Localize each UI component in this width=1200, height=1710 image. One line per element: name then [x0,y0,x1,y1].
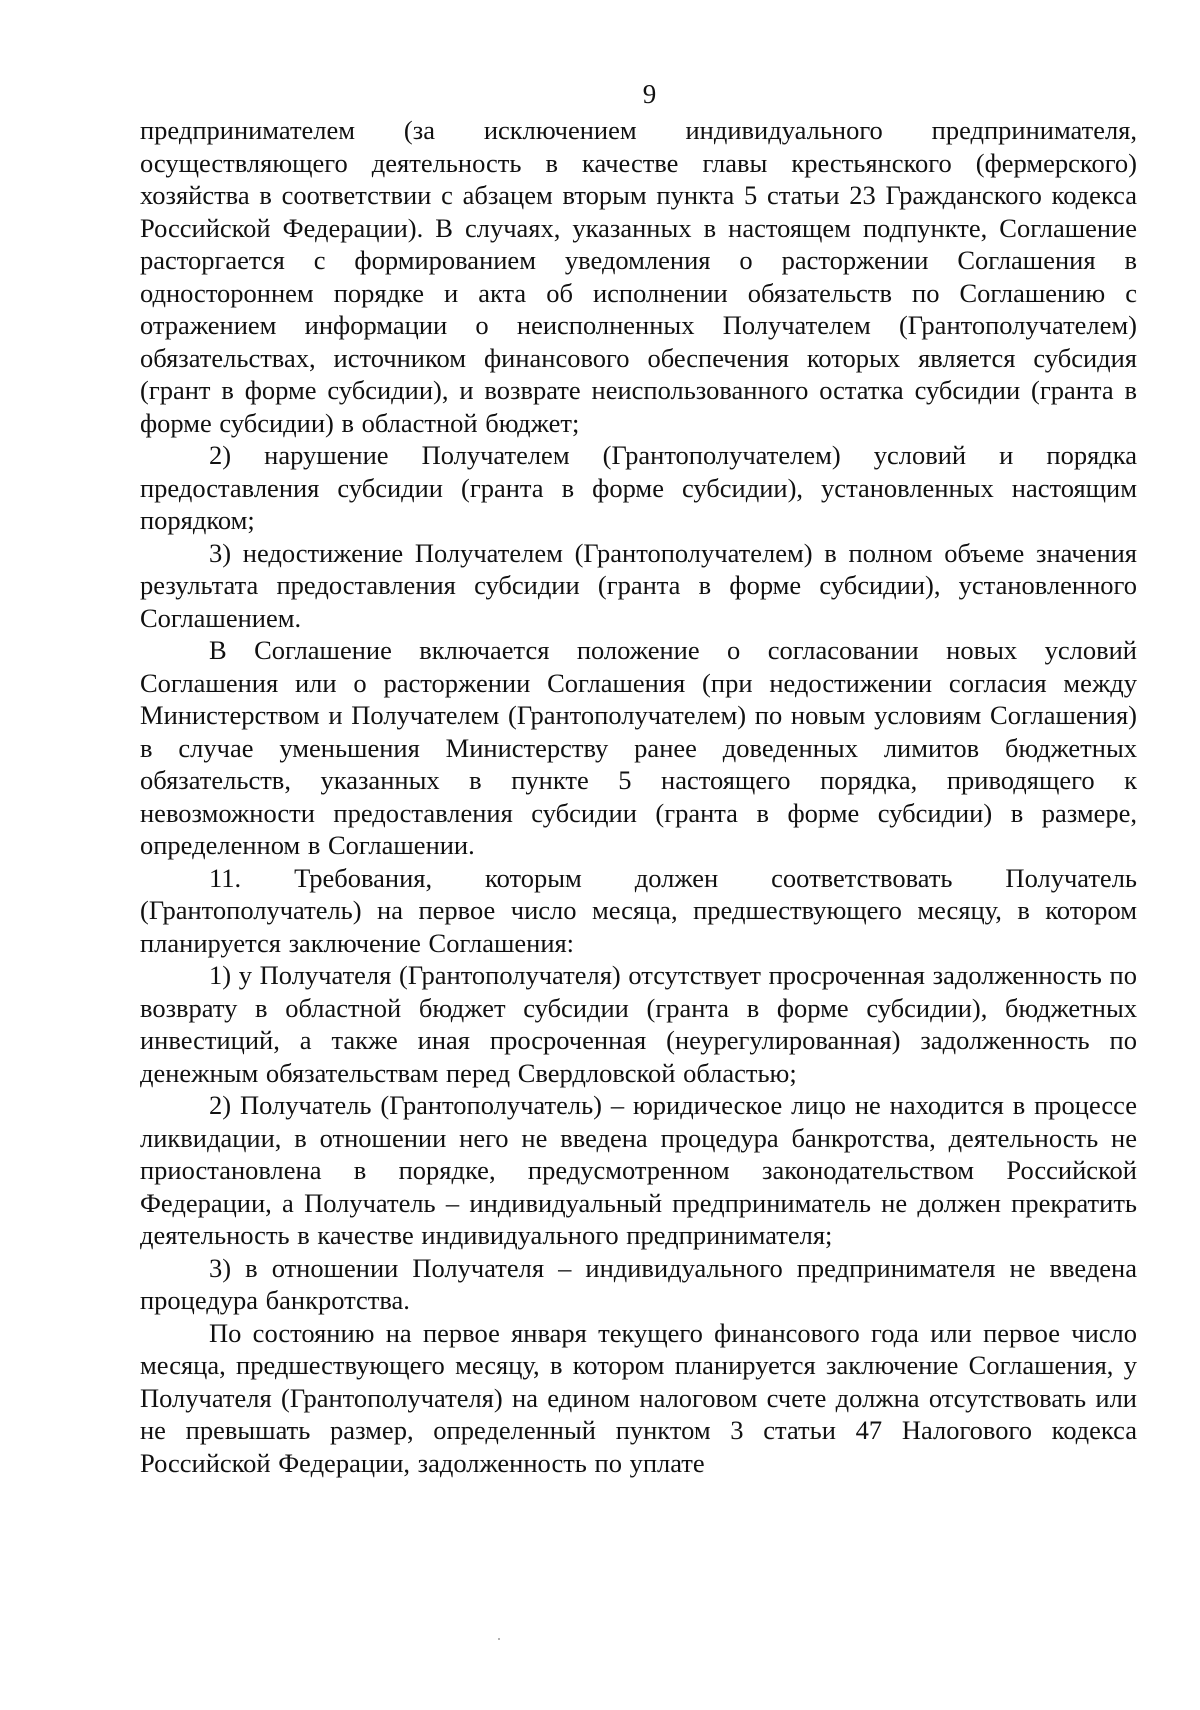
scan-speck [498,1638,500,1640]
paragraph-section-11: 11. Требования, которым должен соответствовать Получатель (Грантополучатель) на первое число месяца, предшествующего месяцу, в котором планируется заключение Соглашения: [140,862,1137,958]
paragraph-continuation: предпринимателем (за исключением индивидуального предпринимателя, осуществляющего деятельность в качестве главы крестьянского (фермерского) хозяйства в соответствии с абзацем вторым пункта 5 статьи 23 Гражданского кодекса Российской Федерации). В случаях, указанных в настоящем подпункте, Соглашение расторгается с формированием уведомления о расторжении Соглашения в одностороннем порядке и акта об исполнении обязательств по Соглашению с отражением информации о неисполненных Получателем (Грантополучателем) обязательствах, источником финансового обеспечения которых является субсидия (грант в форме субсидии), и возврате неиспользованного остатка субсидии (гранта в форме субсидии) в областной бюджет; [140,115,1137,438]
document-page [140,78,1137,1479]
paragraph-requirement-3: 3) в отношении Получателя – индивидуального предпринимателя не введена процедура банкротства. [140,1252,1137,1315]
paragraph-item-2-violation: 2) нарушение Получателем (Грантополучателем) условий и порядка предоставления субсидии (гранта в форме субсидии), установленных настоящим порядком; [140,440,1137,535]
paragraph-agreement-provision: В Соглашение включается положение о согласовании новых условий Соглашения или о расторжении Соглашения (при недостижении согласия между Министерством и Получателем (Грантополучателем) по новым условиям Соглашения) в случае уменьшения Министерству ранее доведенных лимитов бюджетных обязательств, указанных в пункте 5 настоящего порядка, приводящего к невозможности предоставления субсидии (гранта в форме субсидии) в размере, определенном в Соглашении. [140,635,1137,860]
paragraph-item-3-non-achievement: 3) недостижение Получателем (Грантополучателем) в полном объеме значения результата предоставления субсидии (гранта в форме субсидии), установленного Соглашением. [140,537,1137,633]
page-number: 9 [642,79,657,109]
paragraph-requirement-2: 2) Получатель (Грантополучатель) – юридическое лицо не находится в процессе ликвидации, в отношении него не введена процедура банкротства, деятельность не приостановлена в порядке, предусмотренном законодательством Российской Федерации, а Получатель – индивидуальный предприниматель не должен прекратить деятельность в качестве индивидуального предпринимателя; [140,1090,1137,1250]
paragraph-tax-debt: По состоянию на первое января текущего финансового года или первое число месяца, предшествующего месяцу, в котором планируется заключение Соглашения, у Получателя (Грантополучателя) на едином налоговом счете должна отсутствовать или не превышать размер, определенный пунктом 3 статьи 47 Налогового кодекса Российской Федерации, задолженность по уплате [140,1317,1137,1478]
paragraph-requirement-1: 1) у Получателя (Грантополучателя) отсутствует просроченная задолженность по возврату в областной бюджет субсидии (гранта в форме субсидии), бюджетных инвестиций, а также иная просроченная (неурегулированная) задолженность по денежным обязательствам перед Свердловской областью; [140,960,1137,1088]
